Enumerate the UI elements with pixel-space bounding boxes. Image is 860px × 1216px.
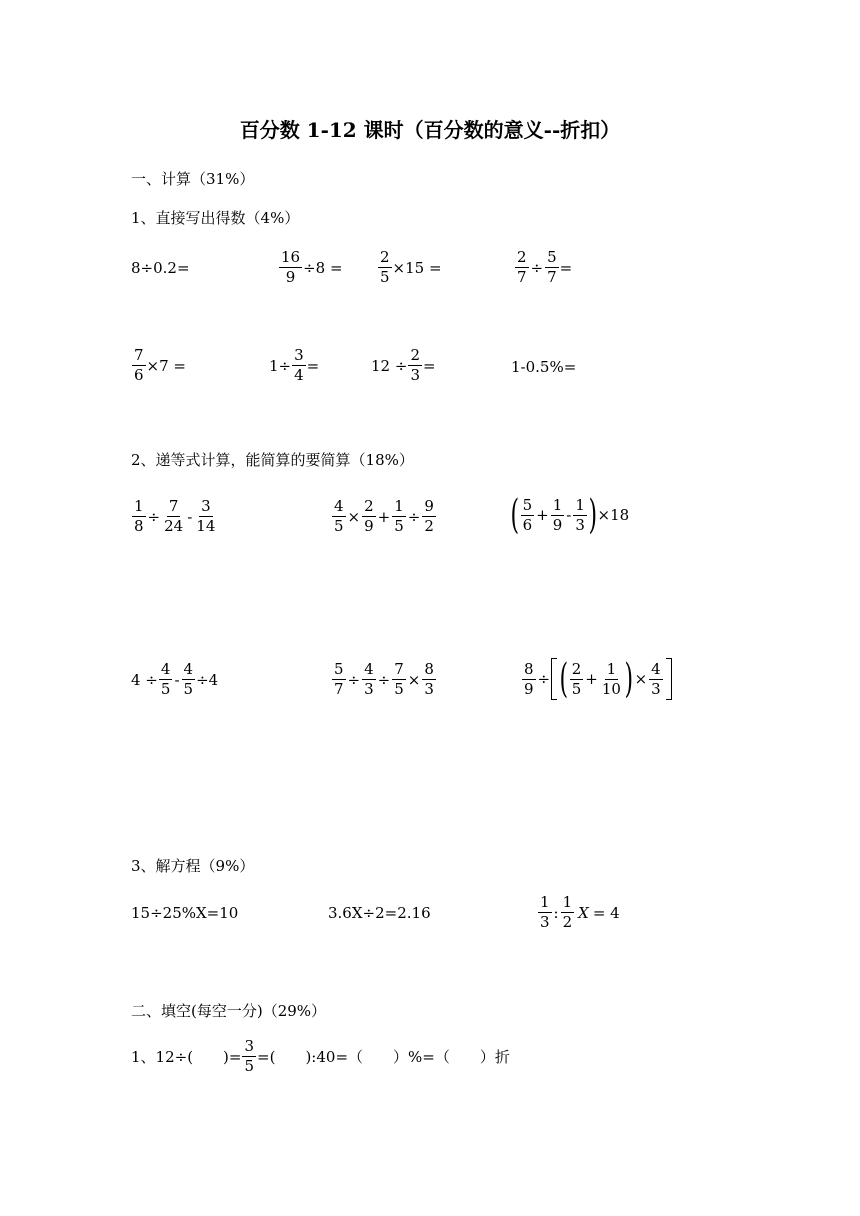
step-expr-c: ( $\frac{5}{6}$ + $\frac{1}{9}$ - $\frac{1}{3}$ ) ×18 xyxy=(510,492,630,538)
question-heading-equations: 3、解方程（9%） xyxy=(131,857,255,875)
fraction: $\frac{2}{5}$ xyxy=(380,248,390,286)
fraction: $\frac{7}{6}$ xyxy=(134,346,144,384)
right-bracket xyxy=(666,658,672,700)
fraction: $\frac{1}{9}$ xyxy=(552,495,563,534)
direct-expr-7: 12 ÷ $\frac{2}{3}$ = xyxy=(371,346,436,384)
equation-1: 15÷25%X=10 xyxy=(131,904,239,922)
fraction: $\frac{2}{9}$ xyxy=(364,497,374,535)
step-expr-f: $\frac{8}{9}$ ÷ ( $\frac{2}{5}$ + $\frac{1}{10}$ ) × $\frac{4}{3}$ xyxy=(521,658,672,700)
direct-expr-1: 8÷0.2= xyxy=(131,259,190,277)
fraction: $\frac{5}{7}$ xyxy=(334,660,344,698)
fraction: $\frac{3}{14}$ xyxy=(196,497,216,535)
fraction: $\frac{8}{9}$ xyxy=(524,659,534,698)
left-bracket xyxy=(551,658,557,700)
fraction: $\frac{1}{3}$ xyxy=(540,893,550,931)
fraction: $\frac{8}{3}$ xyxy=(424,660,434,698)
direct-expr-4: $\frac{2}{7}$ ÷ $\frac{5}{7}$ = xyxy=(517,248,573,286)
question-heading-step-calc: 2、递等式计算，能简算的要简算（18%） xyxy=(131,451,414,469)
fraction: $\frac{3}{5}$ xyxy=(244,1037,255,1075)
direct-expr-3: $\frac{2}{5}$ ×15 = xyxy=(380,248,442,286)
equation-3: $\frac{1}{3}$ : $\frac{1}{2}$ X = 4 xyxy=(540,893,620,931)
fraction: $\frac{4}{3}$ xyxy=(364,660,374,698)
fraction: $\frac{4}{5}$ xyxy=(334,497,344,535)
fraction: $\frac{5}{6}$ xyxy=(522,495,533,534)
page-title: 百分数 1-12 课时（百分数的意义--折扣） xyxy=(239,118,621,142)
direct-expr-5: $\frac{7}{6}$ ×7 = xyxy=(134,346,186,384)
section-heading-calculation: 一、计算（31%） xyxy=(131,170,255,188)
fill-in-q1: 1、12÷( )= $\frac{3}{5}$ =( ):40=（ ）%=（ ）折 xyxy=(131,1037,510,1075)
direct-expr-8: 1-0.5%= xyxy=(511,358,577,376)
fraction: $\frac{1}{3}$ xyxy=(575,495,585,534)
direct-expr-2: $\frac{16}{9}$ ÷8 = xyxy=(281,248,343,286)
step-expr-d: 4 ÷ $\frac{4}{5}$ - $\frac{4}{5}$ ÷4 xyxy=(131,660,219,698)
fraction: $\frac{2}{5}$ xyxy=(571,659,582,698)
question-heading-direct-answer: 1、直接写出得数（4%） xyxy=(131,209,300,227)
right-paren: ) xyxy=(588,492,598,538)
step-expr-e: $\frac{5}{7}$ ÷ $\frac{4}{3}$ ÷ $\frac{7}{5}$ × $\frac{8}{3}$ xyxy=(334,660,434,698)
fraction: $\frac{7}{24}$ xyxy=(164,497,184,535)
fraction: $\frac{5}{7}$ xyxy=(547,248,557,286)
direct-expr-6: 1÷ $\frac{3}{4}$ = xyxy=(269,346,320,384)
fraction: $\frac{7}{5}$ xyxy=(394,660,404,698)
fraction: $\frac{3}{4}$ xyxy=(294,346,304,384)
step-expr-b: $\frac{4}{5}$ × $\frac{2}{9}$ + $\frac{1}{5}$ ÷ $\frac{9}{2}$ xyxy=(334,497,434,535)
right-paren: ) xyxy=(624,656,634,702)
equation-2: 3.6X÷2=2.16 xyxy=(328,904,431,922)
section-heading-fill-in: 二、填空(每空一分)（29%） xyxy=(131,1002,327,1020)
fraction: $\frac{2}{7}$ xyxy=(517,248,527,286)
fraction: $\frac{1}{8}$ xyxy=(134,497,144,535)
fraction: $\frac{16}{9}$ xyxy=(281,248,301,286)
step-expr-a: $\frac{1}{8}$ ÷ $\frac{7}{24}$ - $\frac{3}{14}$ xyxy=(134,497,216,535)
fraction: $\frac{9}{2}$ xyxy=(424,497,434,535)
fraction: $\frac{4}{3}$ xyxy=(651,659,661,698)
fraction: $\frac{1}{2}$ xyxy=(562,893,573,931)
left-paren: ( xyxy=(510,492,520,538)
fraction: $\frac{2}{3}$ xyxy=(410,346,420,384)
left-paren: ( xyxy=(559,656,569,702)
fraction: $\frac{4}{5}$ xyxy=(160,660,171,698)
fraction: $\frac{4}{5}$ xyxy=(183,660,194,698)
fraction: $\frac{1}{5}$ xyxy=(394,497,404,535)
fraction: $\frac{1}{10}$ xyxy=(601,659,621,698)
